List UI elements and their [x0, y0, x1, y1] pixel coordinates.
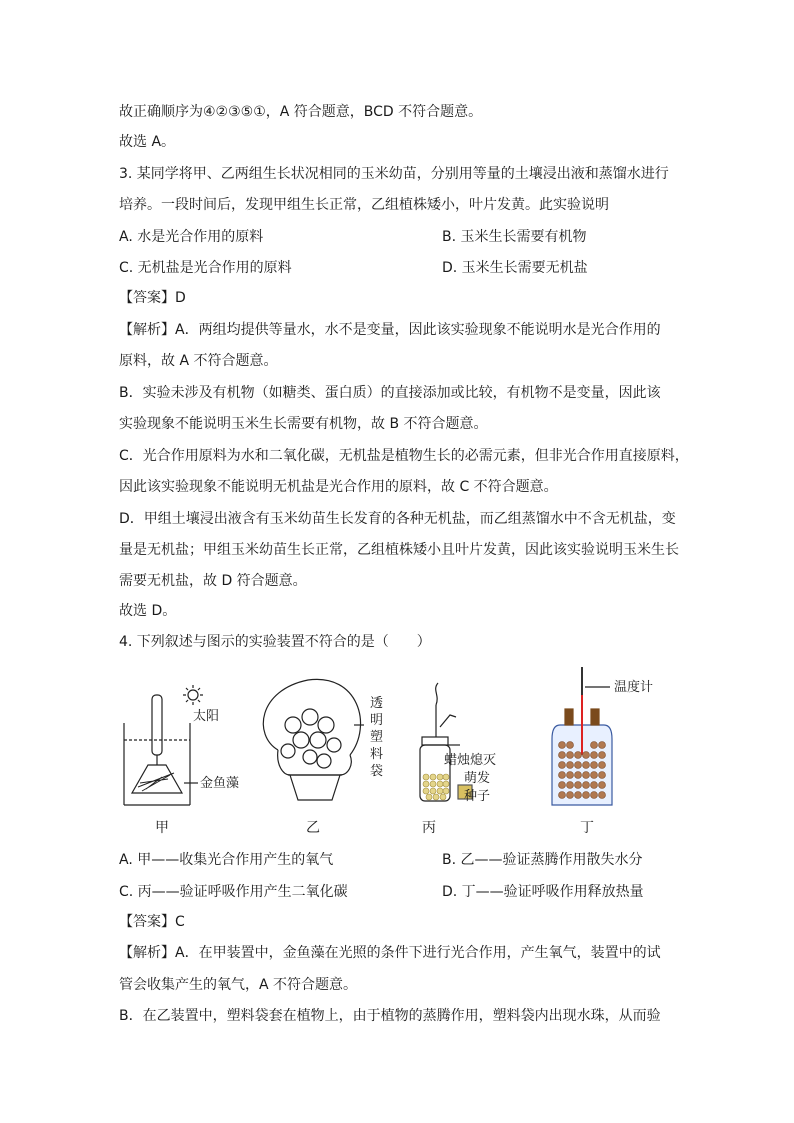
label-sun: 太阳 — [193, 709, 220, 724]
label-plant: 金鱼藻 — [200, 776, 240, 791]
experiment-figure — [118, 665, 678, 840]
q4-explanation: 【解析】A．在甲装置中，金鱼藻在光照的条件下进行光合作用，产生氧气，装置中的试 — [119, 945, 661, 961]
text-line: 故选 A。 — [119, 134, 176, 150]
question-3-stem: 培养。一段时间后，发现甲组生长正常，乙组植株矮小，叶片发黄。此实验说明 — [119, 197, 609, 213]
q3-option-a: A. 水是光合作用的原料 — [119, 229, 264, 245]
q3-answer: 【答案】D — [119, 290, 186, 306]
label-seeds-1: 萌发 — [464, 771, 491, 786]
q3-explanation: 原料，故 A 不符合题意。 — [119, 353, 278, 369]
seed-pile — [423, 774, 449, 800]
label-plastic-bag: 透明塑料袋 — [370, 696, 384, 779]
question-4-stem: 4. 下列叙述与图示的实验装置不符合的是（ ） — [119, 634, 431, 650]
q3-explanation: 需要无机盐，故 D 符合题意。 — [119, 573, 307, 589]
q3-explanation: C．光合作用原料为水和二氧化碳，无机盐是植物生长的必需元素，但非光合作用直接原料， — [119, 448, 689, 464]
caption-b: 乙 — [306, 820, 320, 836]
q4-answer: 【答案】C — [119, 914, 185, 930]
q3-explanation: D．甲组土壤浸出液含有玉米幼苗生长发育的各种无机盐，而乙组蒸馏水中不含无机盐，变 — [119, 511, 676, 527]
caption-c: 丙 — [422, 820, 436, 836]
q3-explanation: 【解析】A．两组均提供等量水，水不是变量，因此该实验现象不能说明水是光合作用的 — [119, 322, 661, 338]
q4-explanation: B．在乙装置中，塑料袋套在植物上，由于植物的蒸腾作用，塑料袋内出现水珠，从而验 — [119, 1008, 661, 1024]
q4-explanation: 管会收集产生的氧气，A 不符合题意。 — [119, 977, 358, 993]
q4-option-b: B. 乙——验证蒸腾作用散失水分 — [442, 852, 643, 868]
q4-option-d: D. 丁——验证呼吸作用释放热量 — [442, 884, 644, 900]
apparatus-b — [263, 679, 364, 800]
q3-selection: 故选 D。 — [119, 603, 177, 619]
q3-option-d: D. 玉米生长需要无机盐 — [442, 260, 588, 276]
apparatus-a — [124, 685, 203, 805]
q3-explanation: 实验现象不能说明玉米生长需要有机物，故 B 不符合题意。 — [119, 416, 488, 432]
q3-explanation: 因此该实验现象不能说明无机盐是光合作用的原料，故 C 不符合题意。 — [119, 479, 558, 495]
q3-explanation: 量是无机盐；甲组玉米幼苗生长正常，乙组植株矮小且叶片发黄，因此该实验说明玉米生长 — [119, 542, 679, 558]
q3-explanation: B．实验未涉及有机物（如糖类、蛋白质）的直接添加或比较，有机物不是变量，因此该 — [119, 385, 661, 401]
caption-d: 丁 — [580, 820, 594, 836]
question-3-stem: 3. 某同学将甲、乙两组生长状况相同的玉米幼苗，分别用等量的土壤浸出液和蒸馏水进行 — [119, 166, 669, 182]
text-line: 故正确顺序为④②③⑤①，A 符合题意，BCD 不符合题意。 — [119, 104, 483, 120]
caption-a: 甲 — [155, 820, 169, 836]
q4-option-c: C. 丙——验证呼吸作用产生二氧化碳 — [119, 884, 348, 900]
label-seeds-2: 种子 — [464, 789, 491, 804]
q3-option-c: C. 无机盐是光合作用的原料 — [119, 260, 292, 276]
label-thermometer: 温度计 — [614, 680, 654, 695]
experiment-illustration — [118, 665, 678, 840]
q4-option-a: A. 甲——收集光合作用产生的氧气 — [119, 852, 334, 868]
q3-option-b: B. 玉米生长需要有机物 — [442, 229, 587, 245]
label-candle: 蜡烛熄灭 — [444, 753, 497, 768]
